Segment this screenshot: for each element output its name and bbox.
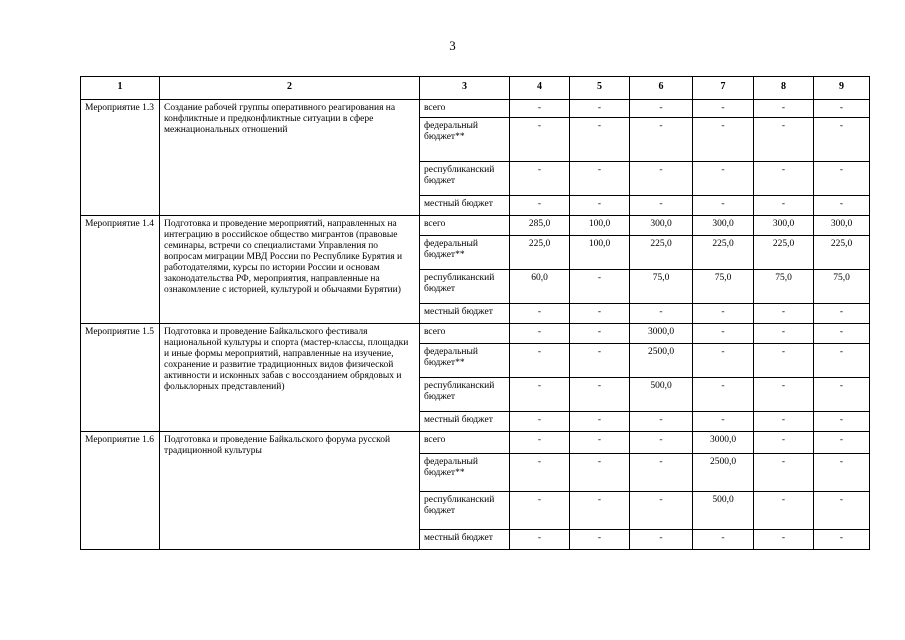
amount-cell: -: [510, 196, 570, 216]
column-header: 8: [754, 77, 814, 100]
amount-cell: 3000,0: [630, 324, 693, 344]
column-header: 4: [510, 77, 570, 100]
amount-cell: -: [570, 378, 630, 412]
amount-cell: -: [754, 162, 814, 196]
amount-cell: -: [510, 530, 570, 550]
amount-cell: -: [693, 196, 754, 216]
amount-cell: -: [510, 304, 570, 324]
amount-cell: 3000,0: [693, 432, 754, 454]
amount-cell: 500,0: [693, 492, 754, 530]
amount-cell: -: [510, 378, 570, 412]
measure-description: Подготовка и проведение Байкальского фестиваля национальной культуры и спорта (мастер-классы, площадки и иные формы мероприятий, направленные на изучение, сохранение и развитие традиционных видов физической активности и исконных забав с воссозданием обрядовых и фольклорных представлений): [160, 324, 420, 432]
amount-cell: -: [570, 196, 630, 216]
amount-cell: -: [693, 304, 754, 324]
funding-source: местный бюджет: [420, 304, 510, 324]
amount-cell: -: [814, 344, 870, 378]
amount-cell: 75,0: [693, 270, 754, 304]
funding-source: республиканский бюджет: [420, 162, 510, 196]
amount-cell: 225,0: [754, 236, 814, 270]
measure-code: Мероприятие 1.4: [81, 216, 160, 324]
amount-cell: -: [510, 454, 570, 492]
amount-cell: 75,0: [814, 270, 870, 304]
amount-cell: -: [814, 304, 870, 324]
amount-cell: -: [754, 412, 814, 432]
funding-source: всего: [420, 216, 510, 236]
amount-cell: 100,0: [570, 236, 630, 270]
amount-cell: 300,0: [630, 216, 693, 236]
amount-cell: -: [814, 100, 870, 118]
funding-source: республиканский бюджет: [420, 270, 510, 304]
amount-cell: -: [570, 530, 630, 550]
amount-cell: -: [570, 304, 630, 324]
amount-cell: -: [754, 304, 814, 324]
amount-cell: -: [693, 378, 754, 412]
column-header: 6: [630, 77, 693, 100]
amount-cell: -: [814, 378, 870, 412]
amount-cell: 60,0: [510, 270, 570, 304]
amount-cell: -: [570, 324, 630, 344]
amount-cell: 100,0: [570, 216, 630, 236]
column-header: 1: [81, 77, 160, 100]
measure-description: Подготовка и проведение Байкальского форума русской традиционной культуры: [160, 432, 420, 550]
amount-cell: -: [814, 196, 870, 216]
funding-source: республиканский бюджет: [420, 492, 510, 530]
amount-cell: -: [693, 530, 754, 550]
table-row: [81, 100, 870, 118]
amount-cell: 225,0: [630, 236, 693, 270]
amount-cell: 300,0: [814, 216, 870, 236]
amount-cell: -: [814, 492, 870, 530]
amount-cell: 300,0: [754, 216, 814, 236]
measure-description: Создание рабочей группы оперативного реагирования на конфликтные и предконфликтные ситуации в сфере межнациональных отношений: [160, 100, 420, 216]
amount-cell: -: [630, 412, 693, 432]
funding-source: местный бюджет: [420, 412, 510, 432]
amount-cell: -: [814, 118, 870, 162]
amount-cell: -: [510, 412, 570, 432]
amount-cell: -: [754, 118, 814, 162]
amount-cell: -: [754, 100, 814, 118]
amount-cell: 2500,0: [693, 454, 754, 492]
amount-cell: -: [630, 118, 693, 162]
amount-cell: -: [754, 324, 814, 344]
page-number: 3: [449, 38, 456, 53]
column-header: 9: [814, 77, 870, 100]
amount-cell: 500,0: [630, 378, 693, 412]
column-header: 7: [693, 77, 754, 100]
amount-cell: -: [754, 196, 814, 216]
measure-description: Подготовка и проведение мероприятий, направленных на интеграцию в российское общество мигрантов (правовые семинары, встречи со специалистами Управления по вопросам миграции МВД России по Республике Бурятия и работодателями, курсы по истории России и основам законодательства РФ, мероприятия, направленные на ознакомление с историей, культурой и обычаями Бурятии): [160, 216, 420, 324]
amount-cell: -: [693, 162, 754, 196]
amount-cell: -: [754, 432, 814, 454]
amount-cell: -: [754, 378, 814, 412]
amount-cell: -: [814, 530, 870, 550]
amount-cell: -: [814, 432, 870, 454]
amount-cell: -: [814, 324, 870, 344]
funding-source: всего: [420, 324, 510, 344]
column-header: 3: [420, 77, 510, 100]
funding-source: федеральный бюджет**: [420, 454, 510, 492]
amount-cell: -: [693, 344, 754, 378]
amount-cell: -: [814, 162, 870, 196]
amount-cell: -: [693, 118, 754, 162]
amount-cell: -: [570, 492, 630, 530]
funding-source: всего: [420, 432, 510, 454]
table-row: [81, 432, 870, 454]
amount-cell: -: [630, 492, 693, 530]
amount-cell: -: [570, 432, 630, 454]
amount-cell: -: [754, 344, 814, 378]
budget-table: [80, 76, 870, 550]
funding-source: местный бюджет: [420, 196, 510, 216]
amount-cell: -: [510, 324, 570, 344]
funding-source: федеральный бюджет**: [420, 344, 510, 378]
amount-cell: -: [570, 100, 630, 118]
amount-cell: -: [570, 412, 630, 432]
amount-cell: -: [630, 454, 693, 492]
header-row: [81, 77, 870, 100]
amount-cell: -: [693, 412, 754, 432]
amount-cell: -: [754, 530, 814, 550]
amount-cell: -: [630, 196, 693, 216]
amount-cell: 225,0: [693, 236, 754, 270]
amount-cell: -: [510, 432, 570, 454]
amount-cell: -: [630, 162, 693, 196]
amount-cell: -: [754, 454, 814, 492]
amount-cell: -: [570, 344, 630, 378]
funding-source: местный бюджет: [420, 530, 510, 550]
funding-source: республиканский бюджет: [420, 378, 510, 412]
amount-cell: -: [510, 492, 570, 530]
amount-cell: -: [630, 530, 693, 550]
amount-cell: 2500,0: [630, 344, 693, 378]
column-header: 5: [570, 77, 630, 100]
amount-cell: -: [510, 118, 570, 162]
amount-cell: -: [570, 118, 630, 162]
amount-cell: 225,0: [814, 236, 870, 270]
amount-cell: 75,0: [630, 270, 693, 304]
amount-cell: 225,0: [510, 236, 570, 270]
amount-cell: -: [630, 100, 693, 118]
amount-cell: -: [510, 344, 570, 378]
amount-cell: -: [693, 100, 754, 118]
funding-source: всего: [420, 100, 510, 118]
funding-source: федеральный бюджет**: [420, 236, 510, 270]
measure-code: Мероприятие 1.5: [81, 324, 160, 432]
amount-cell: -: [693, 324, 754, 344]
table-body: [81, 100, 870, 550]
amount-cell: -: [510, 162, 570, 196]
amount-cell: -: [630, 432, 693, 454]
measure-code: Мероприятие 1.3: [81, 100, 160, 216]
amount-cell: 75,0: [754, 270, 814, 304]
funding-source: федеральный бюджет**: [420, 118, 510, 162]
amount-cell: -: [630, 304, 693, 324]
measure-code: Мероприятие 1.6: [81, 432, 160, 550]
amount-cell: 300,0: [693, 216, 754, 236]
amount-cell: -: [510, 100, 570, 118]
amount-cell: -: [814, 454, 870, 492]
amount-cell: -: [570, 162, 630, 196]
table-row: [81, 324, 870, 344]
amount-cell: -: [570, 270, 630, 304]
column-header: 2: [160, 77, 420, 100]
amount-cell: -: [814, 412, 870, 432]
amount-cell: -: [754, 492, 814, 530]
amount-cell: 285,0: [510, 216, 570, 236]
amount-cell: -: [570, 454, 630, 492]
table-row: [81, 216, 870, 236]
